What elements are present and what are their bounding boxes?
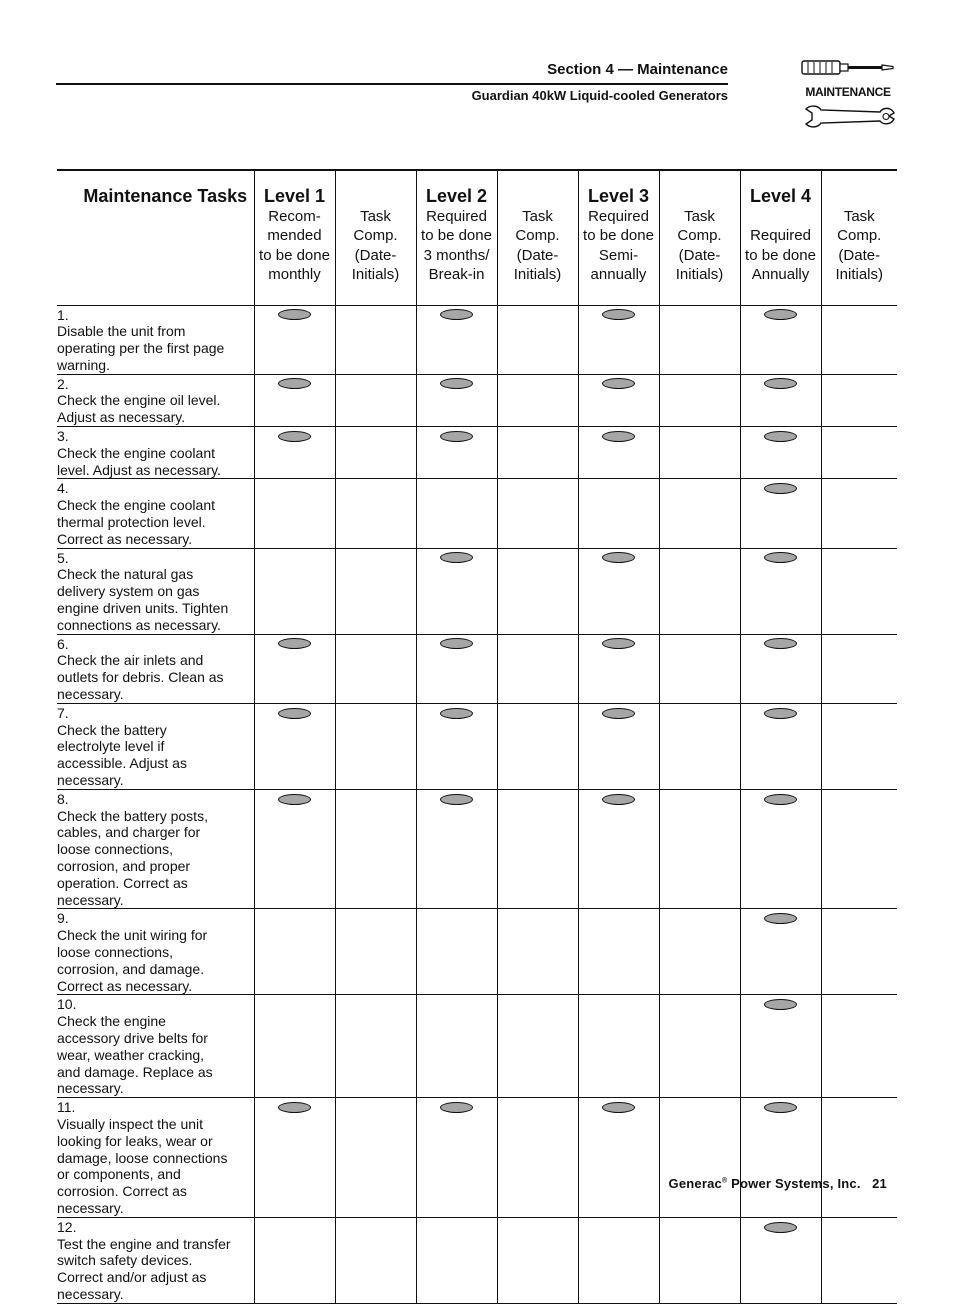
table-header-row	[57, 170, 897, 305]
required-indicator-icon	[602, 708, 635, 719]
required-indicator-icon	[440, 309, 473, 320]
task-description	[57, 995, 254, 1098]
level-1-completion-cell	[335, 634, 416, 703]
level-3-completion-cell	[659, 1098, 740, 1218]
wrench-icon	[800, 104, 896, 130]
required-indicator-icon	[278, 638, 311, 649]
level-2-completion-cell	[497, 548, 578, 634]
level-1-header: Level 1 Recom- mended to be done monthly	[254, 170, 335, 305]
level-4-completion-cell	[821, 789, 897, 909]
level-3-completion-cell	[659, 1217, 740, 1303]
level-2-cell	[416, 479, 497, 548]
level-4-completion-cell	[821, 703, 897, 789]
level-2-completion-cell	[497, 634, 578, 703]
level-4-cell	[740, 703, 821, 789]
level-2-cell	[416, 1098, 497, 1218]
level-1-cell	[254, 995, 335, 1098]
level-3-cell	[578, 305, 659, 374]
level-1-completion-cell	[335, 789, 416, 909]
level-3-completion-cell	[659, 789, 740, 909]
task-text: Check the unit wiring for loose connections, corrosion, and damage. Correct as necessary.	[57, 927, 208, 994]
task-description	[57, 1098, 254, 1218]
required-indicator-icon	[764, 378, 797, 389]
level-2-cell	[416, 374, 497, 426]
table-row	[57, 703, 897, 789]
task-number: 2.	[57, 375, 69, 392]
table-row	[57, 789, 897, 909]
required-indicator-icon	[278, 708, 311, 719]
required-indicator-icon	[602, 794, 635, 805]
level-2-cell	[416, 909, 497, 995]
required-indicator-icon	[278, 309, 311, 320]
level-2-completion-cell	[497, 789, 578, 909]
maintenance-logo	[800, 58, 896, 130]
task-text: Check the engine coolant thermal protection level. Correct as necessary.	[57, 497, 215, 547]
task-text: Check the battery electrolyte level if accessible. Adjust as necessary.	[57, 721, 187, 789]
level-4-cell	[740, 305, 821, 374]
level-4-cell	[740, 1217, 821, 1303]
level-2-cell	[416, 995, 497, 1098]
level-4-completion-cell	[821, 634, 897, 703]
level-3-cell	[578, 427, 659, 479]
task-description	[57, 789, 254, 909]
required-indicator-icon	[278, 794, 311, 805]
required-indicator-icon	[602, 1102, 635, 1113]
level-4-completion-cell	[821, 1217, 897, 1303]
level-2-completion-cell	[497, 305, 578, 374]
level-4-header: Level 4 Required to be done Annually	[740, 170, 821, 305]
level-4-cell	[740, 634, 821, 703]
page-number: 21	[872, 1176, 887, 1191]
task-description	[57, 374, 254, 426]
task-number: 6.	[57, 635, 69, 652]
table-row	[57, 1217, 897, 1303]
task-description	[57, 548, 254, 634]
table-row	[57, 305, 897, 374]
task-text: Visually inspect the unit looking for leaks, wear or damage, loose connections or components, and corrosion. Correct as necessary.	[57, 1115, 228, 1216]
task-description	[57, 703, 254, 789]
maintenance-schedule-table	[57, 169, 897, 1304]
level-3-cell	[578, 1217, 659, 1303]
task-description	[57, 479, 254, 548]
level-4-cell	[740, 995, 821, 1098]
task-number: 7.	[57, 704, 69, 721]
table-row	[57, 634, 897, 703]
level-4-cell	[740, 479, 821, 548]
level-3-cell	[578, 1098, 659, 1218]
level-3-cell	[578, 634, 659, 703]
level-4-completion-cell	[821, 1098, 897, 1218]
task-number: 1.	[57, 306, 69, 323]
level-3-cell	[578, 789, 659, 909]
level-3-completion-cell	[659, 703, 740, 789]
level-3-cell	[578, 909, 659, 995]
task-text: Check the battery posts, cables, and charger for loose connections, corrosion, and proper operation. Correct as necessary.	[57, 807, 208, 908]
level-1-completion-cell	[335, 427, 416, 479]
level-2-cell	[416, 703, 497, 789]
footer-company: Generac	[668, 1176, 722, 1191]
required-indicator-icon	[764, 794, 797, 805]
required-indicator-icon	[440, 378, 473, 389]
level-4-cell	[740, 427, 821, 479]
level-2-completion-cell	[497, 1098, 578, 1218]
level-4-completion-cell	[821, 479, 897, 548]
required-indicator-icon	[764, 1222, 797, 1233]
level-3-completion-cell	[659, 305, 740, 374]
page-footer	[669, 1176, 887, 1191]
task-description	[57, 427, 254, 479]
required-indicator-icon	[764, 431, 797, 442]
required-indicator-icon	[440, 1102, 473, 1113]
level-2-cell	[416, 1217, 497, 1303]
level-2-completion-cell	[497, 909, 578, 995]
task-number: 4.	[57, 480, 69, 497]
level-3-completion-cell	[659, 634, 740, 703]
required-indicator-icon	[440, 552, 473, 563]
level-3-completion-cell	[659, 479, 740, 548]
task-description	[57, 634, 254, 703]
task-text: Check the engine accessory drive belts for wear, weather cracking, and damage. Replace as necessary.	[57, 1013, 213, 1097]
level-3-cell	[578, 479, 659, 548]
level-3-completion-cell	[659, 909, 740, 995]
level-4-cell	[740, 909, 821, 995]
level-4-cell	[740, 548, 821, 634]
level-4-completion-cell	[821, 548, 897, 634]
task-description	[57, 909, 254, 995]
level-4-completion-cell	[821, 909, 897, 995]
level-1-cell	[254, 1098, 335, 1218]
header-divider	[56, 83, 728, 85]
required-indicator-icon	[440, 794, 473, 805]
level-1-completion-cell	[335, 703, 416, 789]
level-3-cell	[578, 703, 659, 789]
required-indicator-icon	[764, 999, 797, 1010]
required-indicator-icon	[764, 552, 797, 563]
level-4-completion-cell	[821, 427, 897, 479]
level-1-cell	[254, 548, 335, 634]
footer-company-rest: Power Systems, Inc.	[727, 1176, 861, 1191]
required-indicator-icon	[278, 1102, 311, 1113]
tasks-column-header: Maintenance Tasks	[57, 170, 254, 305]
level-3-cell	[578, 995, 659, 1098]
level-3-task-header: Task Comp. (Date- Initials)	[659, 170, 740, 305]
level-4-completion-cell	[821, 305, 897, 374]
table-row	[57, 427, 897, 479]
level-2-cell	[416, 789, 497, 909]
level-1-completion-cell	[335, 1217, 416, 1303]
required-indicator-icon	[602, 638, 635, 649]
level-4-cell	[740, 1098, 821, 1218]
required-indicator-icon	[602, 309, 635, 320]
level-4-cell	[740, 374, 821, 426]
level-1-completion-cell	[335, 374, 416, 426]
level-2-completion-cell	[497, 1217, 578, 1303]
task-text: Test the engine and transfer switch safety devices. Correct and/or adjust as necessary.	[57, 1235, 231, 1302]
level-1-completion-cell	[335, 909, 416, 995]
level-3-completion-cell	[659, 548, 740, 634]
table-row	[57, 374, 897, 426]
level-1-completion-cell	[335, 479, 416, 548]
level-1-cell	[254, 305, 335, 374]
task-number: 10.	[57, 996, 77, 1013]
table-row	[57, 909, 897, 995]
level-3-cell	[578, 548, 659, 634]
task-number: 11.	[57, 1099, 76, 1116]
required-indicator-icon	[602, 378, 635, 389]
level-2-completion-cell	[497, 479, 578, 548]
level-4-completion-cell	[821, 995, 897, 1098]
level-1-completion-cell	[335, 548, 416, 634]
table-row	[57, 548, 897, 634]
level-2-cell	[416, 548, 497, 634]
required-indicator-icon	[764, 309, 797, 320]
level-2-cell	[416, 634, 497, 703]
level-2-cell	[416, 305, 497, 374]
task-number: 9.	[57, 910, 69, 927]
level-1-cell	[254, 789, 335, 909]
footer-registered-mark: ®	[721, 1177, 728, 1185]
table-row	[57, 479, 897, 548]
level-1-task-header: Task Comp. (Date- Initials)	[335, 170, 416, 305]
level-3-cell	[578, 374, 659, 426]
level-3-completion-cell	[659, 427, 740, 479]
required-indicator-icon	[440, 708, 473, 719]
required-indicator-icon	[278, 431, 311, 442]
maintenance-label: MAINTENANCE	[805, 85, 891, 99]
task-text: Disable the unit from operating per the first page warning.	[57, 323, 225, 373]
level-2-task-header: Task Comp. (Date- Initials)	[497, 170, 578, 305]
level-1-cell	[254, 909, 335, 995]
level-2-completion-cell	[497, 374, 578, 426]
task-number: 5.	[57, 549, 69, 566]
level-1-cell	[254, 703, 335, 789]
task-description	[57, 1217, 254, 1303]
level-3-completion-cell	[659, 995, 740, 1098]
required-indicator-icon	[764, 483, 797, 494]
level-1-cell	[254, 634, 335, 703]
required-indicator-icon	[764, 708, 797, 719]
level-1-cell	[254, 374, 335, 426]
task-number: 3.	[57, 428, 69, 445]
task-description	[57, 305, 254, 374]
level-1-cell	[254, 427, 335, 479]
level-2-cell	[416, 427, 497, 479]
table-row	[57, 1098, 897, 1218]
required-indicator-icon	[602, 552, 635, 563]
required-indicator-icon	[440, 638, 473, 649]
task-text: Check the air inlets and outlets for debris. Clean as necessary.	[57, 652, 224, 703]
level-3-completion-cell	[659, 374, 740, 426]
level-1-completion-cell	[335, 1098, 416, 1218]
section-title: Section 4 — Maintenance	[547, 61, 728, 78]
level-3-header: Level 3 Required to be done Semi- annually	[578, 170, 659, 305]
task-text: Check the natural gas delivery system on gas engine driven units. Tighten connections as necessary.	[57, 566, 229, 633]
required-indicator-icon	[278, 378, 311, 389]
level-4-cell	[740, 789, 821, 909]
level-1-completion-cell	[335, 305, 416, 374]
screwdriver-icon	[800, 58, 896, 78]
level-4-completion-cell	[821, 374, 897, 426]
required-indicator-icon	[440, 431, 473, 442]
level-2-completion-cell	[497, 995, 578, 1098]
level-2-completion-cell	[497, 427, 578, 479]
level-2-completion-cell	[497, 703, 578, 789]
required-indicator-icon	[602, 431, 635, 442]
task-number: 12.	[57, 1218, 77, 1235]
task-text: Check the engine oil level. Adjust as necessary.	[57, 392, 221, 426]
level-1-cell	[254, 479, 335, 548]
level-1-cell	[254, 1217, 335, 1303]
required-indicator-icon	[764, 913, 797, 924]
document-subtitle: Guardian 40kW Liquid-cooled Generators	[471, 88, 728, 103]
table-row	[57, 995, 897, 1098]
level-1-completion-cell	[335, 995, 416, 1098]
level-2-header: Level 2 Required to be done 3 months/ Break-in	[416, 170, 497, 305]
level-4-task-header: Task Comp. (Date- Initials)	[821, 170, 897, 305]
task-text: Check the engine coolant level. Adjust as necessary.	[57, 444, 221, 478]
required-indicator-icon	[764, 1102, 797, 1113]
task-number: 8.	[57, 790, 69, 807]
required-indicator-icon	[764, 638, 797, 649]
